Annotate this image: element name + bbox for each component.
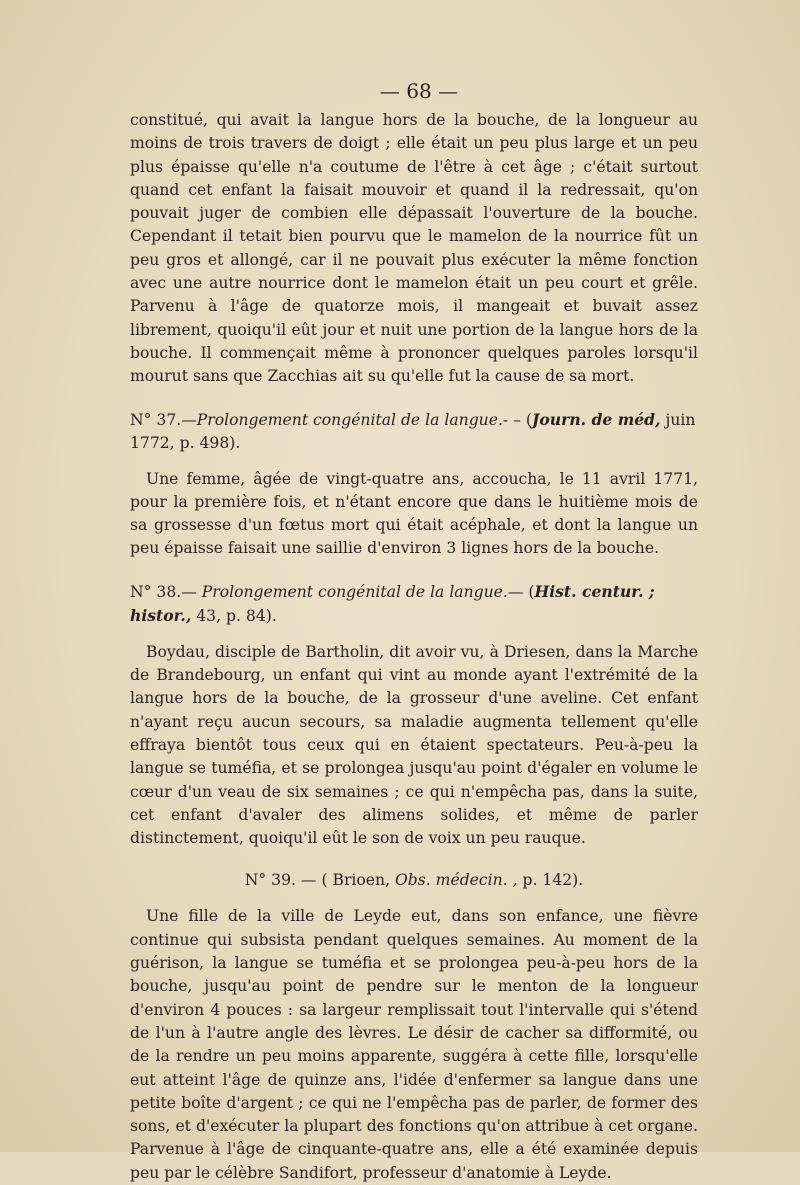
paragraph-case-37: Une femme, âgée de vingt-quatre ans, accoucha, le 11 avril 1771, pour la première fois, et n'étant encore que dans le huitième mois de sa grossesse d'un fœtus mort qui était acéphale, et dont la langue un peu épaisse faisait une saillie d'environ 3 lignes hors de la bouche. [130,469,698,558]
case-source-37: Journ. de méd, [531,409,661,429]
paragraph-case-38: Boydau, disciple de Bartholin, dit avoir vu, à Driesen, dans la Marche de Brandebourg, un enfant qui vint au monde ayant l'extrémité de la langue hors de la bouche, de la grosseur d'une aveline. Cet enfant n'ayant reçu aucun secours, sa maladie augmenta tellement qu'elle effraya bientôt tous ceux qui en étaient spectateurs. Peu-à-peu la langue se tuméfia, et se prolongea jusqu'au point d'égaler en volume le cœur d'un veau de six semaines ; ce qui n'empêcha pas, dans la suite, cet enfant d'avaler des alimens solides, et même de parler distinctement, quoiqu'il eût le son de voix un peu rauque. [130,642,698,848]
case-dash-38: — ( [507,582,535,601]
case-heading-39 [130,869,698,892]
case-number-39: N° 39. — ( Brioen, [244,871,395,890]
case-dash-37: - – ( [502,410,532,429]
case-heading-37 [130,408,698,455]
page-content [130,78,698,1185]
page-number: — 68 — [379,79,459,103]
case-source-38: Hist. centur. ; histor., [130,581,655,625]
case-title-38: Prolongement congénital de la langue. [201,582,508,601]
case-reference-37: juin 1772, p. 498). [130,410,696,452]
case-number-38: N° 38.— [130,582,202,601]
case-reference-38: 43, p. 84). [191,606,277,625]
paragraph-continuation: constitué, qui avait la langue hors de la bouche, de la longueur au moins de trois travers de doigt ; elle était un peu plus large et un peu plus épaisse qu'elle n'a coutume de l'être à cet âge ; c'était surtout quand cet enfant la faisait mouvoir et quand il la redressait, qu'on pouvait juger de combien elle dépassait l'ouverture de la bouche. Cependant il tetait bien pourvu que le mamelon de la nourrice fût un peu gros et allongé, car il ne pouvait plus exécuter la même fonction avec une autre nourrice dont le mamelon était un peu court et grêle. Parvenu à l'âge de quatorze mois, il mangeait et buvait assez librement, quoiqu'il eût jour et nuit une portion de la langue hors de la bouche. Il commençait même à prononcer quelques paroles lorsqu'il mourut sans que Zacchias ait su qu'elle fut la cause de sa mort. [130,111,698,386]
case-heading-38 [130,580,698,628]
case-source-39: Obs. médecin. , [395,871,518,890]
case-reference-39: p. 142). [517,871,584,890]
case-number-37: N° 37.— [130,410,197,429]
paragraph-case-39: Une fille de la ville de Leyde eut, dans son enfance, une fièvre continue qui subsista pendant quelques semaines. Au moment de la guérison, la langue se tuméfia et se prolongea peu-à-peu hors de la bouche, jusqu'au point de pendre sur le menton de la longueur d'environ 4 pouces : sa largeur remplissait tout l'intervalle qui s'étend de l'un à l'autre angle des lèvres. Le désir de cacher sa difformité, ou de la rendre un peu moins apparente, suggéra à cette fille, lorsqu'elle eut atteint l'âge de quinze ans, l'idée d'enfermer sa langue dans une petite boîte d'argent ; ce qui ne l'empêcha pas de parler, de former des sons, et d'exécuter la plupart des fonctions qu'on attribue à cet organe. Parvenue à l'âge de cinquante-quatre ans, elle a été examinée depuis peu par le célèbre Sandifort, professeur d'anatomie à Leyde. [130,907,698,1182]
case-title-37: Prolongement congénital de la langue. [196,410,503,429]
